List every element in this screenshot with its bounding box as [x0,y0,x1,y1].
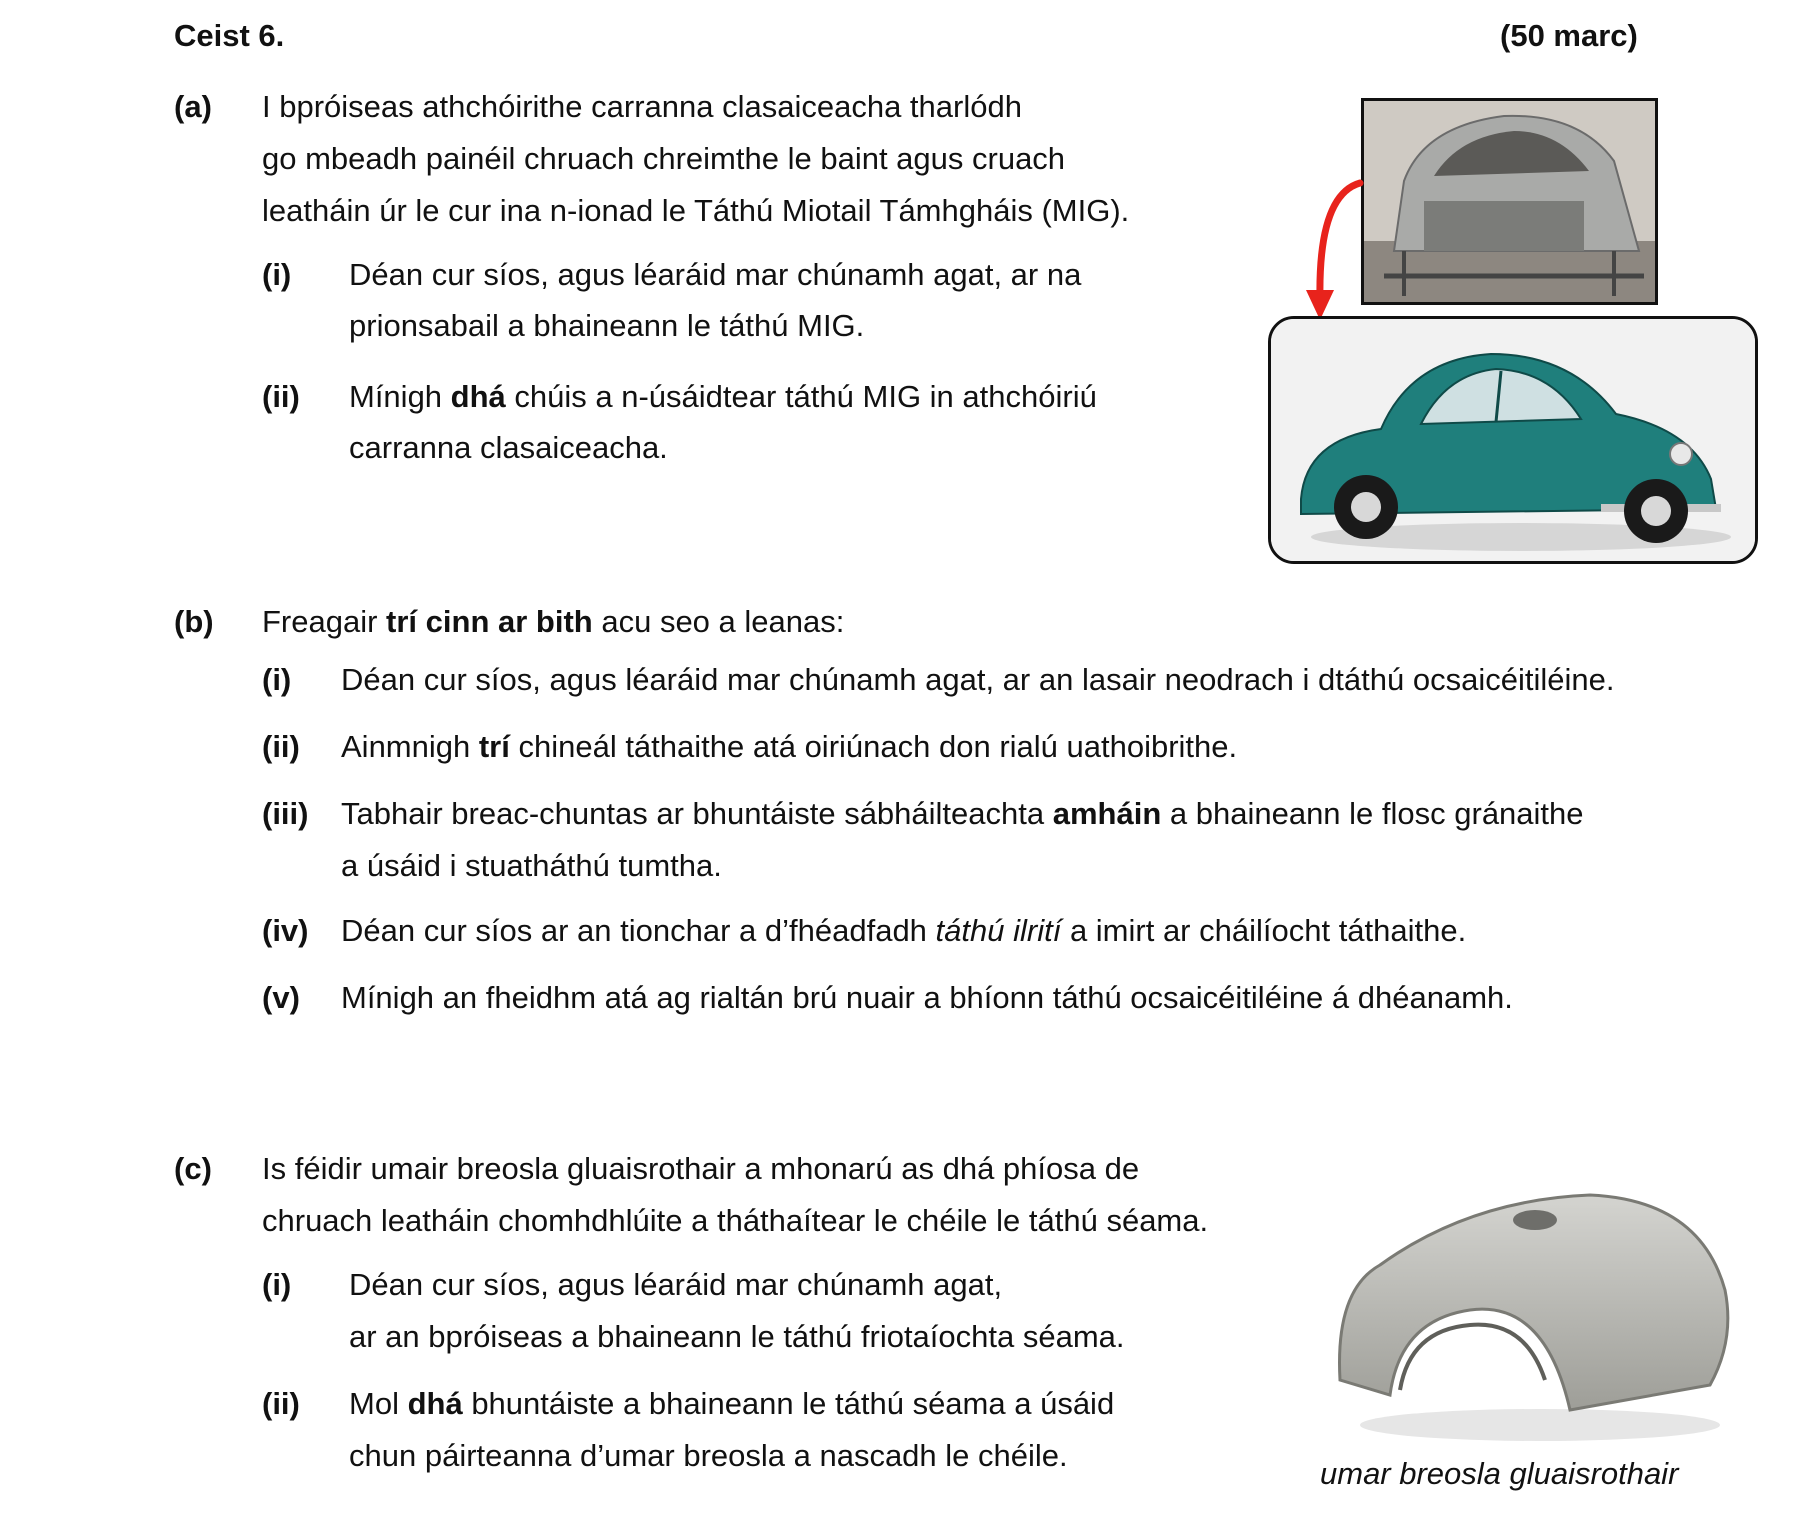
part-b-iii-line-1: Tabhair breac-chuntas ar bhuntáiste sábháilteachta amháin a bhaineann le flosc gránaithe [341,796,1584,831]
fuel-tank-caption: umar breosla gluaisrothair [1320,1456,1679,1491]
part-b-iv-text: Déan cur síos ar an tionchar a d’fhéadfadh táthú ilrití a imirt ar cháilíocht táthaithe. [341,913,1467,948]
part-b-v-label: (v) [262,980,300,1015]
part-b-iv-label: (iv) [262,913,309,948]
part-b-iii-line-2: a úsáid i stuatháthú tumtha. [341,848,722,883]
part-c-text-line-1: Is féidir umair breosla gluaisrothair a mhonarú as dhá phíosa de [262,1151,1140,1186]
part-a-i-line-2: prionsabail a bhaineann le táthú MIG. [349,308,865,343]
part-a-i-label: (i) [262,257,292,292]
part-c-ii-label: (ii) [262,1386,300,1421]
part-c-i-line-1: Déan cur síos, agus léaráid mar chúnamh agat, [349,1267,1003,1302]
part-b-i-text: Déan cur síos, agus léaráid mar chúnamh agat, ar an lasair neodrach i dtáthú ocsaicéitiléine. [341,662,1615,697]
part-a-ii-label: (ii) [262,379,300,414]
part-c-text-line-2: chruach leatháin chomhdhlúite a tháthaítear le chéile le táthú séama. [262,1203,1209,1238]
part-c-i-line-2: ar an bpróiseas a bhaineann le táthú friotaíochta séama. [349,1319,1125,1354]
part-c-ii-line-1: Mol dhá bhuntáiste a bhaineann le táthú séama a úsáid [349,1386,1115,1421]
part-b-i-label: (i) [262,662,292,697]
part-a-text-line-2: go mbeadh painéil chruach chreimthe le baint agus cruach [262,141,1066,176]
part-b-iii-label: (iii) [262,796,309,831]
part-b-ii-text: Ainmnigh trí chineál táthaithe atá oiriúnach don rialú uathoibrithe. [341,729,1238,764]
part-b-intro: Freagair trí cinn ar bith acu seo a leanas: [262,604,845,639]
question-marks: (50 marc) [1500,18,1638,53]
part-c-i-label: (i) [262,1267,292,1302]
red-arrow-icon [1290,175,1370,325]
part-a-ii-line-1: Mínigh dhá chúis a n-úsáidtear táthú MIG in athchóiriú [349,379,1097,414]
part-c-ii-line-2: chun páirteanna d’umar breosla a nascadh le chéile. [349,1438,1068,1473]
part-a-text-line-1: I bpróiseas athchóirithe carranna clasaiceacha tharlódh [262,89,1022,124]
fuel-tank-image [1320,1180,1750,1450]
part-c-label: (c) [174,1151,212,1186]
part-b-label: (b) [174,604,214,639]
car-body-shell-image [1361,98,1658,305]
part-a-i-line-1: Déan cur síos, agus léaráid mar chúnamh agat, ar na [349,257,1082,292]
classic-car-image [1268,316,1758,564]
part-b-ii-label: (ii) [262,729,300,764]
part-b-v-text: Mínigh an fheidhm atá ag rialtán brú nuair a bhíonn táthú ocsaicéitiléine á dhéanamh. [341,980,1513,1015]
part-a-ii-line-2: carranna clasaiceacha. [349,430,668,465]
question-title: Ceist 6. [174,18,285,53]
part-a-label: (a) [174,89,212,124]
part-a-text-line-3: leatháin úr le cur ina n-ionad le Táthú Miotail Támhgháis (MIG). [262,193,1130,228]
